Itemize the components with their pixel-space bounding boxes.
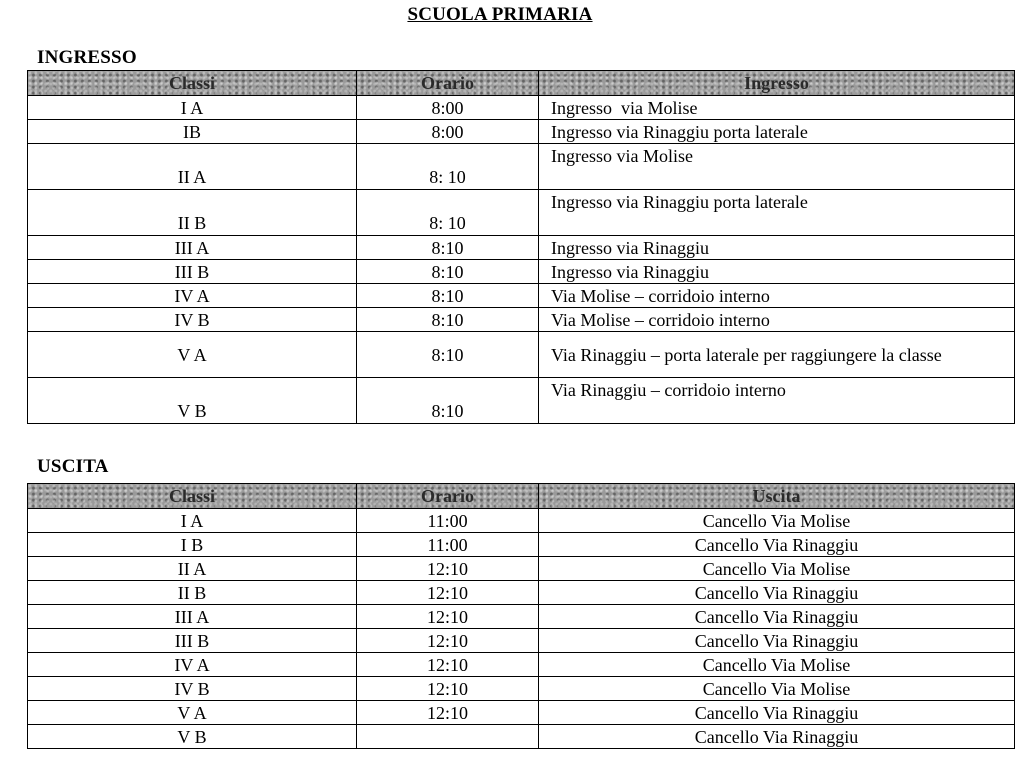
uscita-cell: Cancello Via Molise <box>539 509 1015 533</box>
uscita-cell: Cancello Via Rinaggiu <box>539 605 1015 629</box>
orario-cell <box>357 725 539 749</box>
classe-cell: III A <box>28 605 357 629</box>
orario-cell: 12:10 <box>357 701 539 725</box>
table-row <box>28 236 1015 260</box>
table-row <box>28 605 1015 629</box>
header-orario: Orario <box>357 71 539 96</box>
header-classi: Classi <box>28 484 357 509</box>
ingresso-cell: Via Rinaggiu – corridoio interno <box>539 378 1015 424</box>
uscita-cell: Cancello Via Rinaggiu <box>539 701 1015 725</box>
table-header-row <box>28 484 1015 509</box>
orario-cell: 12:10 <box>357 605 539 629</box>
ingresso-cell: Ingresso via Rinaggiu <box>539 260 1015 284</box>
table-row <box>28 378 1015 424</box>
table-row <box>28 509 1015 533</box>
table-header-row <box>28 71 1015 96</box>
classe-cell: I A <box>28 509 357 533</box>
classe-cell: II A <box>28 557 357 581</box>
orario-cell: 8:10 <box>357 236 539 260</box>
uscita-cell: Cancello Via Molise <box>539 677 1015 701</box>
section-title-uscita: USCITA <box>37 456 109 477</box>
orario-cell: 8: 10 <box>357 144 539 190</box>
classe-cell: III B <box>28 629 357 653</box>
uscita-cell: Cancello Via Rinaggiu <box>539 533 1015 557</box>
table-row <box>28 96 1015 120</box>
table-row <box>28 653 1015 677</box>
classe-cell: V B <box>28 725 357 749</box>
classe-cell: II B <box>28 190 357 236</box>
orario-cell: 8:10 <box>357 284 539 308</box>
orario-cell: 11:00 <box>357 509 539 533</box>
table-row <box>28 677 1015 701</box>
header-uscita: Uscita <box>539 484 1015 509</box>
classe-cell: IV B <box>28 677 357 701</box>
classe-cell: II A <box>28 144 357 190</box>
orario-cell: 8:10 <box>357 260 539 284</box>
table-row <box>28 260 1015 284</box>
table-row <box>28 308 1015 332</box>
ingresso-cell: Ingresso via Rinaggiu <box>539 236 1015 260</box>
section-title-ingresso: INGRESSO <box>37 47 137 68</box>
table-row <box>28 190 1015 236</box>
ingresso-table <box>27 70 1015 424</box>
classe-cell: III B <box>28 260 357 284</box>
ingresso-cell: Ingresso via Molise <box>539 96 1015 120</box>
ingresso-cell: Ingresso via Rinaggiu porta laterale <box>539 190 1015 236</box>
classe-cell: IV A <box>28 284 357 308</box>
table-row <box>28 120 1015 144</box>
uscita-cell: Cancello Via Molise <box>539 557 1015 581</box>
orario-cell: 12:10 <box>357 557 539 581</box>
uscita-cell: Cancello Via Rinaggiu <box>539 581 1015 605</box>
classe-cell: III A <box>28 236 357 260</box>
uscita-cell: Cancello Via Rinaggiu <box>539 629 1015 653</box>
orario-cell: 8:10 <box>357 378 539 424</box>
header-ingresso: Ingresso <box>539 71 1015 96</box>
orario-cell: 12:10 <box>357 581 539 605</box>
classe-cell: I A <box>28 96 357 120</box>
orario-cell: 12:10 <box>357 653 539 677</box>
classe-cell: IV A <box>28 653 357 677</box>
orario-cell: 8:00 <box>357 120 539 144</box>
table-row <box>28 332 1015 378</box>
classe-cell: IB <box>28 120 357 144</box>
orario-cell: 8:10 <box>357 308 539 332</box>
ingresso-cell: Via Molise – corridoio interno <box>539 308 1015 332</box>
orario-cell: 8: 10 <box>357 190 539 236</box>
document-title: SCUOLA PRIMARIA <box>407 4 593 25</box>
classe-cell: IV B <box>28 308 357 332</box>
classe-cell: V B <box>28 378 357 424</box>
ingresso-cell: Via Rinaggiu – porta laterale per raggiungere la classe <box>539 332 1015 378</box>
uscita-cell: Cancello Via Molise <box>539 653 1015 677</box>
uscita-table <box>27 483 1015 749</box>
classe-cell: V A <box>28 701 357 725</box>
classe-cell: I B <box>28 533 357 557</box>
header-classi: Classi <box>28 71 357 96</box>
table-row <box>28 533 1015 557</box>
orario-cell: 8:00 <box>357 96 539 120</box>
table-row <box>28 701 1015 725</box>
table-row <box>28 629 1015 653</box>
ingresso-cell: Ingresso via Rinaggiu porta laterale <box>539 120 1015 144</box>
table-row <box>28 581 1015 605</box>
header-orario: Orario <box>357 484 539 509</box>
table-row <box>28 725 1015 749</box>
orario-cell: 12:10 <box>357 677 539 701</box>
ingresso-cell: Ingresso via Molise <box>539 144 1015 190</box>
table-row <box>28 284 1015 308</box>
ingresso-cell: Via Molise – corridoio interno <box>539 284 1015 308</box>
table-row <box>28 557 1015 581</box>
orario-cell: 8:10 <box>357 332 539 378</box>
orario-cell: 11:00 <box>357 533 539 557</box>
classe-cell: II B <box>28 581 357 605</box>
table-row <box>28 144 1015 190</box>
orario-cell: 12:10 <box>357 629 539 653</box>
uscita-cell: Cancello Via Rinaggiu <box>539 725 1015 749</box>
classe-cell: V A <box>28 332 357 378</box>
